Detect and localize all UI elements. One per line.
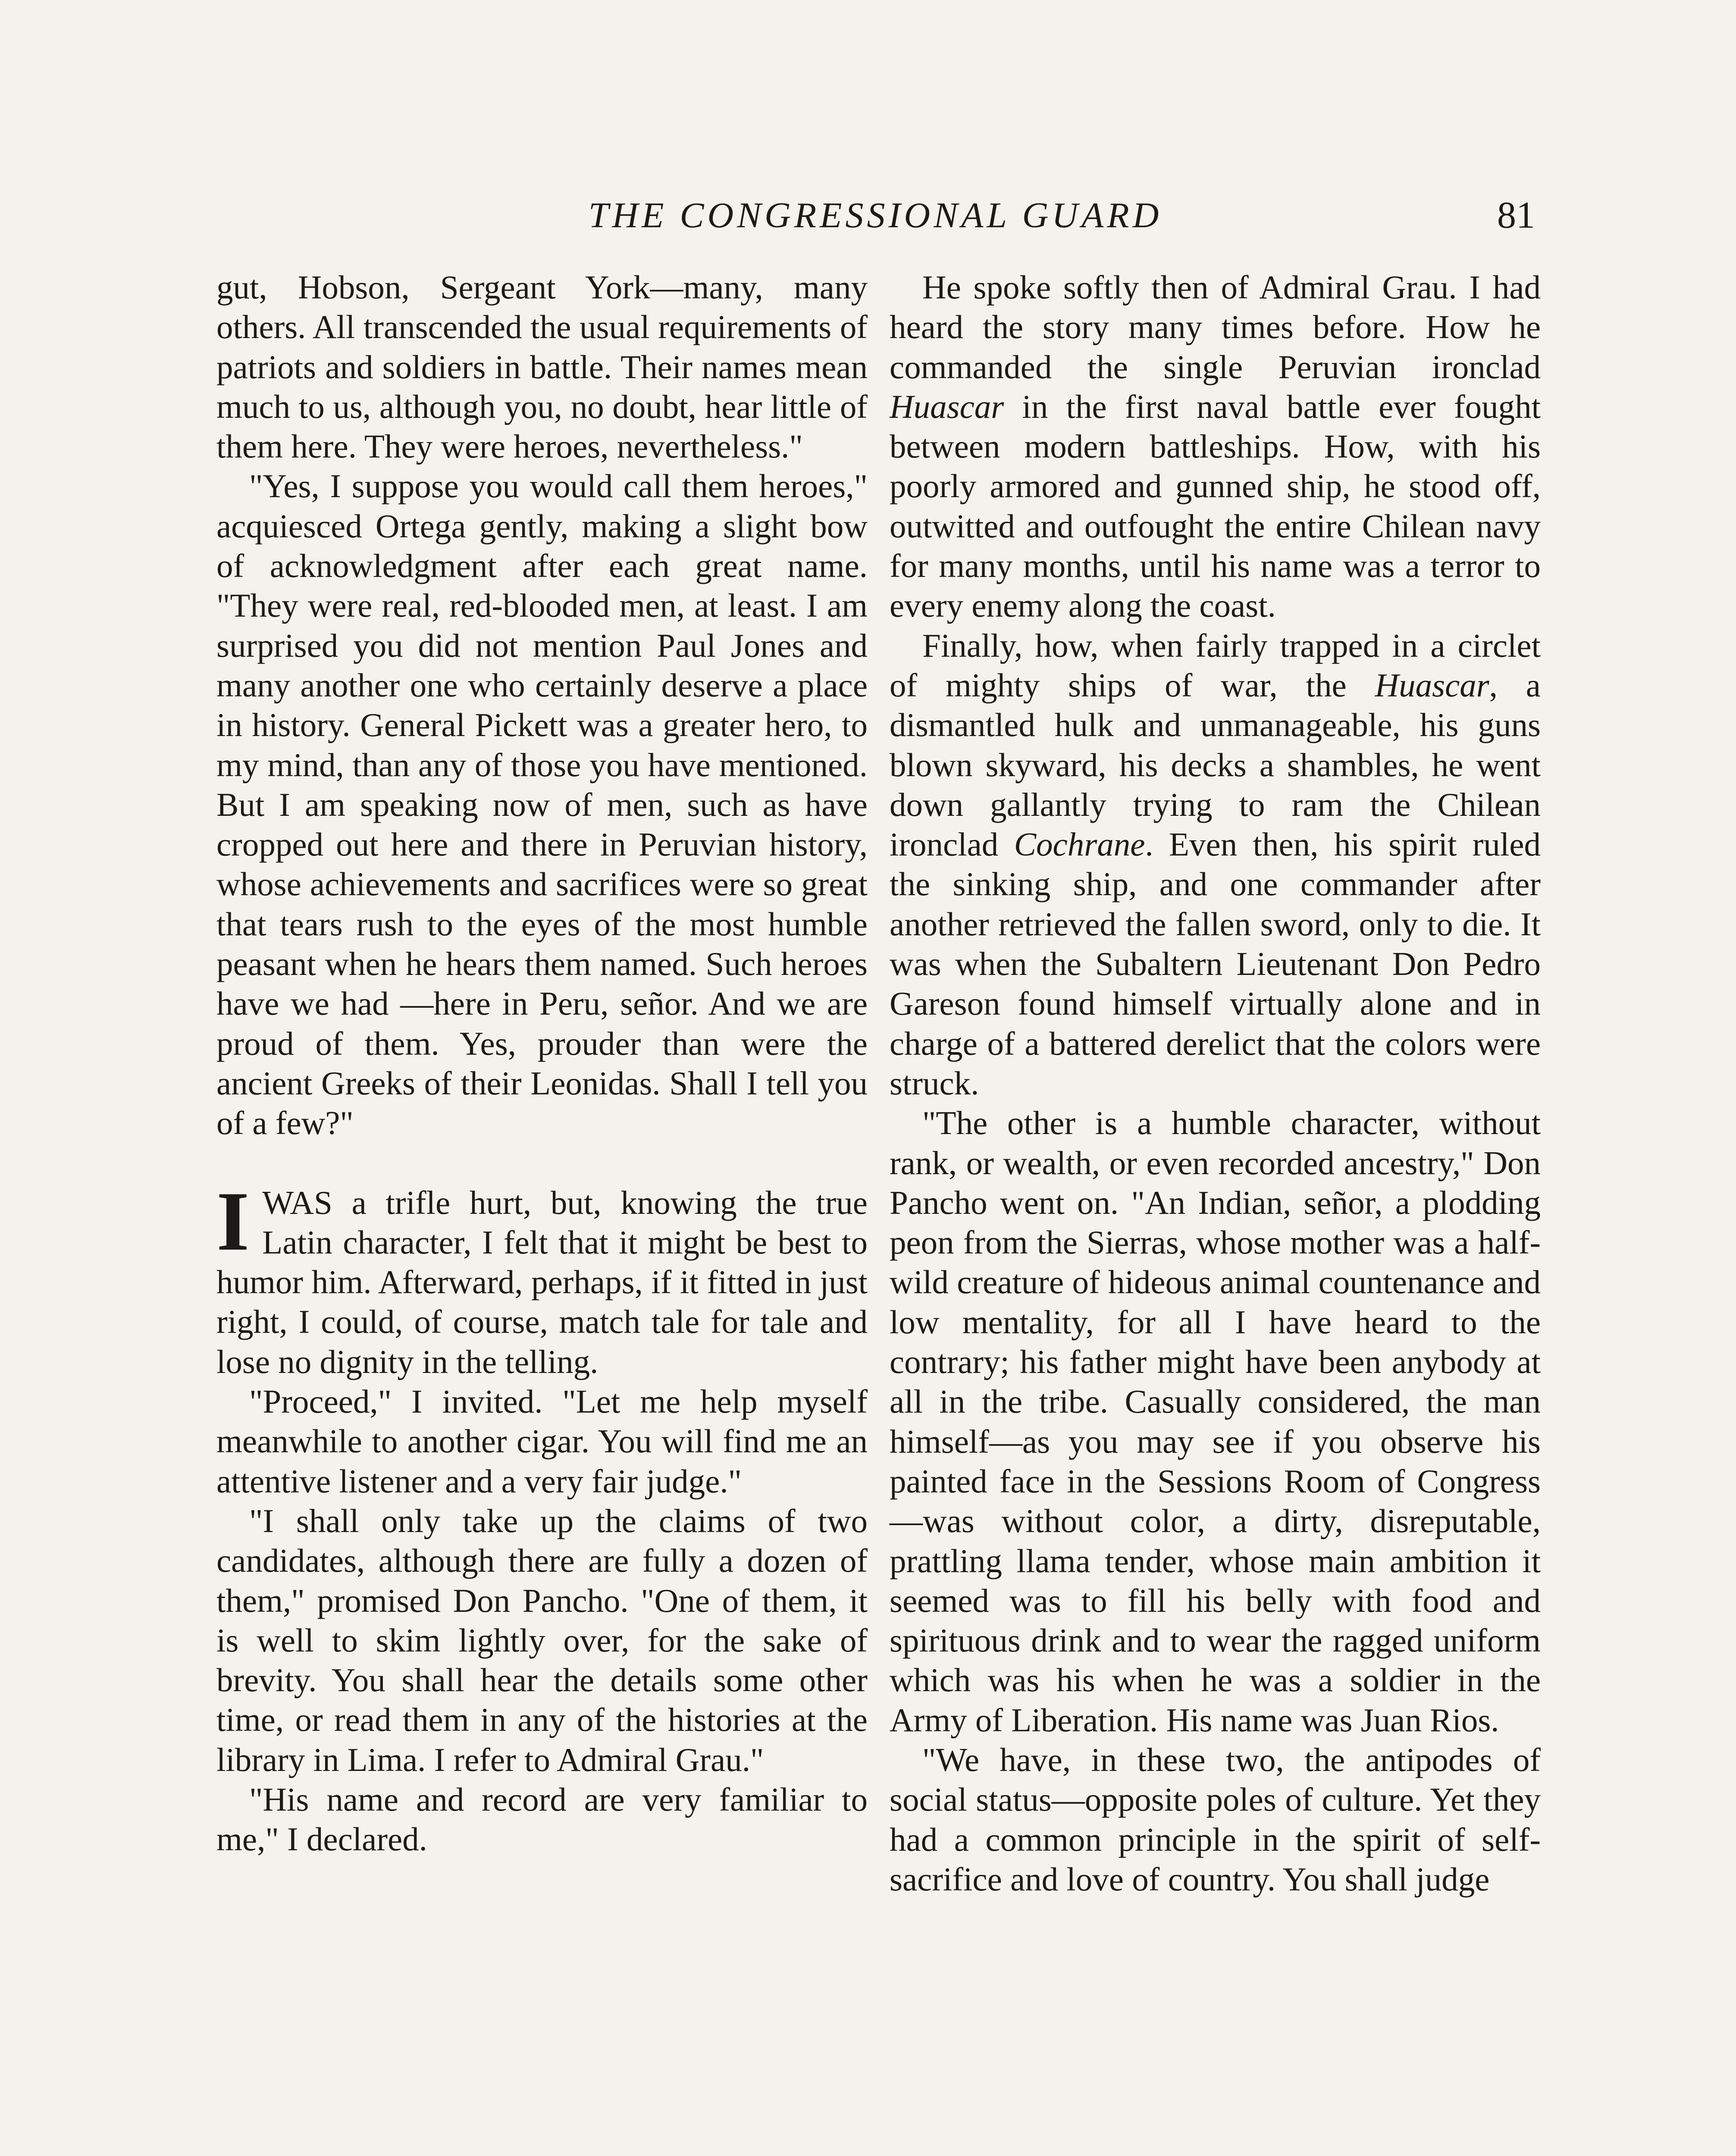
ship-name: Huascar [1375, 666, 1489, 704]
paragraph: "The other is a humble character, without rank, or wealth, or even recorded ancestry," Don Pancho went on. "An Indian, señor, a plodding peon from the Sierras, whose mother was a half-wild creature of hideous animal countenance and low mentality, for all I have heard to the contrary; his father might have been anybody at all in the tribe. Casually considered, the man himself—as you may see if you observe his painted face in the Sessions Room of Congress—was without color, a dirty, disreputable, prattling llama tender, whose main ambition it seemed was to fill his belly with food and spirituous drink and to wear the ragged uniform which was his when he was a soldier in the Army of Liberation. His name was Juan Rios. [890, 1104, 1541, 1739]
running-title: THE CONGRESSIONAL GUARD [588, 195, 1163, 235]
ship-name: Huascar [890, 388, 1004, 425]
left-column [216, 267, 868, 1859]
paragraph-text: , a dismantled hulk and unmanageable, his guns blown skyward, his decks a shambles, he went down gallantly trying to ram the Chilean ironclad [890, 666, 1541, 863]
paragraph: gut, Hobson, Sergeant York—many, many others. All transcended the usual requirements of patriots and soldiers in battle. Their names mean much to us, although you, no doubt, hear little of them here. They were heroes, nevertheless." [216, 269, 868, 465]
right-column [890, 267, 1541, 1899]
page-number: 81 [1497, 194, 1535, 236]
paragraph: "I shall only take up the claims of two candidates, although there are fully a dozen of them," promised Don Pancho. "One of them, it is well to skim lightly over, for the sake of brevity. You shall hear the details some other time, or read them in any of the histories at the library in Lima. I refer to Admiral Grau." [216, 1502, 868, 1778]
paragraph: "His name and record are very familiar to me," I declared. [216, 1780, 868, 1858]
page-header [216, 190, 1535, 241]
ship-name: Cochrane [1014, 826, 1145, 863]
section-start-paragraph [216, 1174, 868, 1382]
paragraph-text: WAS a trifle hurt, but, knowing the true Latin character, I felt that it might be best to humor him. Afterward, perhaps, if it fitted in just right, I could, of course, match tale for tale and lose no dignity in the telling. [216, 1184, 868, 1380]
paragraph [890, 626, 1541, 1103]
paragraph-text: in the first naval battle ever fought between modern battleships. How, with his poorly armored and gunned ship, he stood off, outwitted and outfought the entire Chilean navy for many months, until his name was a terror to every enemy along the coast. [890, 388, 1541, 624]
paragraph-text: Finally, how, when fairly trapped in a circlet of mighty ships of war, the [890, 627, 1541, 704]
paragraph-text: He spoke softly then of Admiral Grau. I had heard the story many times before. How he commanded the single Peruvian ironclad [890, 269, 1541, 385]
paragraph-text: . Even then, his spirit ruled the sinking ship, and one commander after another retrieved the fallen sword, only to die. It was when the Subaltern Lieutenant Don Pedro Gareson found himself virtually alone and in charge of a battered derelict that the colors were struck. [890, 826, 1541, 1102]
paragraph: "Proceed," I invited. "Let me help myself meanwhile to another cigar. You will find me an attentive listener and a very fair judge." [216, 1383, 868, 1500]
paragraph: "Yes, I suppose you would call them heroes," acquiesced Ortega gently, making a slight bow of acknowledgment after each great name. "They were real, red-blooded men, at least. I am surprised you did not mention Paul Jones and many another one who certainly deserve a place in history. General Pickett was a greater hero, to my mind, than any of those you have mentioned. But I am speaking now of men, such as have cropped out here and there in Peruvian history, whose achievements and sacrifices were so great that tears rush to the eyes of the most humble peasant when he hears them named. Such heroes have we had —here in Peru, señor. And we are proud of them. Yes, prouder than were the ancient Greeks of their Leonidas. Shall I tell you of a few?" [216, 467, 868, 1142]
drop-cap: I [216, 1174, 250, 1268]
paragraph [890, 267, 1541, 626]
paragraph: "We have, in these two, the antipodes of social status—opposite poles of culture. Yet they had a common principle in the spirit of self-sacrifice and love of country. You shall judge [890, 1741, 1541, 1898]
